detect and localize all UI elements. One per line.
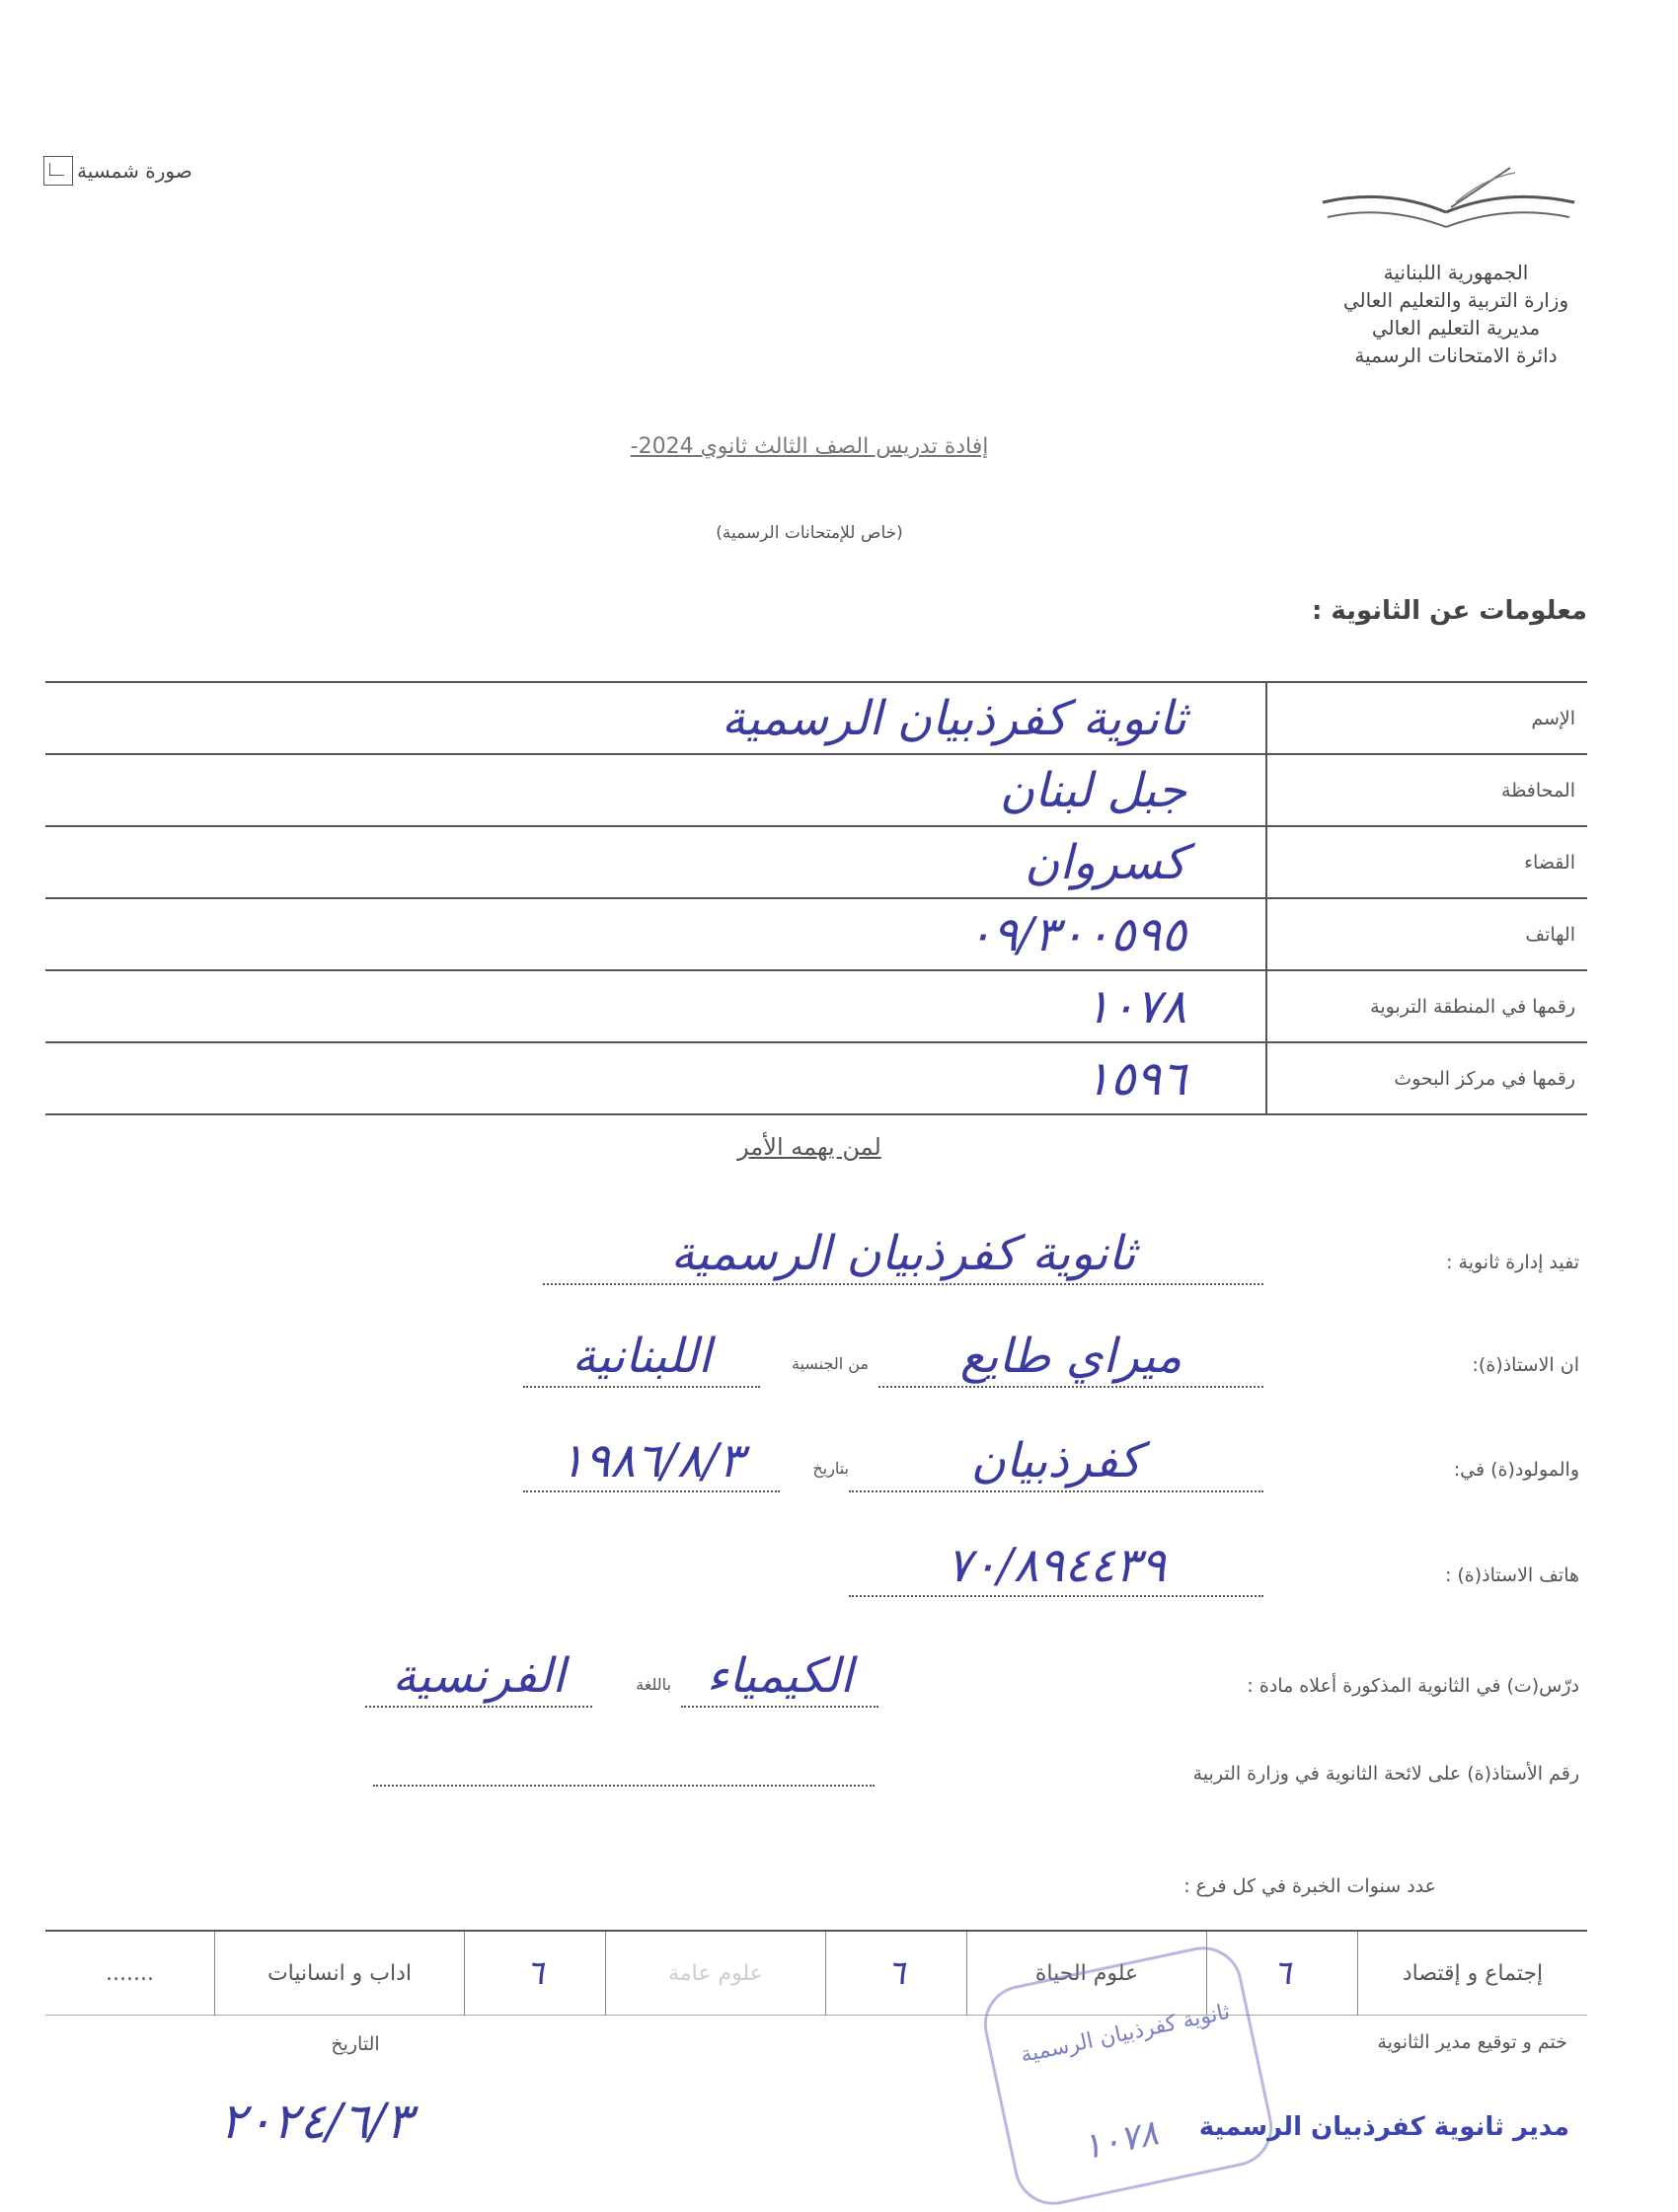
- photo-label: [43, 156, 192, 186]
- admin-value: ثانوية كفرذبيان الرسمية: [543, 1226, 1263, 1285]
- page-subtitle: (خاص للإمتحانات الرسمية): [716, 523, 903, 543]
- header-line: دائرة الامتحانات الرسمية: [1354, 343, 1558, 367]
- years-value: ٦: [465, 1931, 606, 2016]
- row-label: القضاء: [1266, 826, 1587, 898]
- row-value: ١٥٩٦: [45, 1042, 1266, 1114]
- branch-label: اداب و انسانيات: [215, 1931, 465, 2016]
- date-footer-value: ٢٠٢٤/٦/٣: [219, 2093, 413, 2150]
- date-label: بتاريخ: [812, 1459, 849, 1478]
- language-value: الفرنسية: [365, 1648, 592, 1708]
- teacher-number-field: [373, 1767, 875, 1787]
- header-line: الجمهورية اللبنانية: [1383, 261, 1529, 284]
- ministry-header: [1323, 259, 1589, 369]
- school-info-table: [45, 681, 1587, 1115]
- photo-icon: [43, 156, 73, 186]
- row-label: رقمها في المنطقة التربوية: [1266, 970, 1587, 1042]
- branch-label: علوم عامة: [606, 1931, 826, 2016]
- stamp-text: ثانوية كفرذبيان الرسمية: [1018, 1999, 1233, 2069]
- ministry-logo-icon: [1318, 163, 1584, 242]
- header-line: مديرية التعليم العالي: [1371, 316, 1541, 340]
- row-label: الإسم: [1266, 682, 1587, 754]
- director-stamp-text: مدير ثانوية كفرذبيان الرسمية: [1198, 2112, 1569, 2142]
- born-label: والمولود(ة) في:: [1453, 1459, 1579, 1481]
- row-value: ٠٩/٣٠٠٥٩٥: [45, 898, 1266, 970]
- row-value: ثانوية كفرذبيان الرسمية: [45, 682, 1266, 754]
- table-row: [45, 898, 1587, 970]
- born-date-value: ١٩٨٦/٨/٣: [523, 1433, 780, 1492]
- table-row: [45, 1042, 1587, 1114]
- photo-label-text: صورة شمسية: [77, 159, 192, 183]
- years-value: ٦: [1207, 1931, 1358, 2016]
- table-row: [45, 826, 1587, 898]
- row-value: كسروان: [45, 826, 1266, 898]
- experience-table: [45, 1930, 1587, 2016]
- teacher-value: ميراي طايع: [878, 1329, 1263, 1388]
- table-row: [45, 754, 1587, 826]
- to-whom-heading: لمن يهمه الأمر: [737, 1133, 881, 1161]
- taught-label: درّس(ت) في الثانوية المذكورة أعلاه مادة :: [1247, 1675, 1579, 1697]
- row-label: المحافظة: [1266, 754, 1587, 826]
- table-row: [45, 682, 1587, 754]
- phone-label: هاتف الاستاذ(ة) :: [1444, 1564, 1579, 1586]
- teacher-number-label: رقم الأستاذ(ة) على لائحة الثانوية في وزارة التربية: [1192, 1763, 1579, 1785]
- subject-value: الكيمياء: [681, 1648, 878, 1708]
- table-row: [45, 970, 1587, 1042]
- years-value: .......: [106, 1960, 154, 1986]
- header-line: وزارة التربية والتعليم العالي: [1342, 288, 1569, 312]
- language-label: باللغة: [636, 1675, 671, 1694]
- experience-label: عدد سنوات الخبرة في كل فرع :: [1183, 1875, 1436, 1897]
- date-footer-label: التاريخ: [331, 2033, 380, 2055]
- teacher-label: ان الاستاذ(ة):: [1472, 1354, 1579, 1376]
- admin-label: تفيد إدارة ثانوية :: [1446, 1252, 1579, 1273]
- born-place-value: كفرذبيان: [849, 1433, 1263, 1492]
- branch-label: إجتماع و إقتصاد: [1358, 1931, 1588, 2016]
- years-value: ٦: [826, 1931, 967, 2016]
- branch-label: علوم الحياة: [967, 1931, 1207, 2016]
- row-label: الهاتف: [1266, 898, 1587, 970]
- row-value: ١٠٧٨: [45, 970, 1266, 1042]
- section-heading: معلومات عن الثانوية :: [1311, 596, 1587, 626]
- nationality-label: من الجنسية: [792, 1354, 869, 1373]
- phone-value: ٧٠/٨٩٤٤٣٩: [849, 1538, 1263, 1597]
- row-label: رقمها في مركز البحوث: [1266, 1042, 1587, 1114]
- table-row: [45, 1931, 1587, 2016]
- page-title: إفادة تدريس الصف الثالث ثانوي 2024-: [630, 434, 989, 459]
- sign-label: ختم و توقيع مدير الثانوية: [1377, 2031, 1567, 2053]
- stamp-number: ١٠٧٨: [1078, 2112, 1163, 2169]
- row-value: جبل لبنان: [45, 754, 1266, 826]
- nationality-value: اللبنانية: [523, 1329, 760, 1388]
